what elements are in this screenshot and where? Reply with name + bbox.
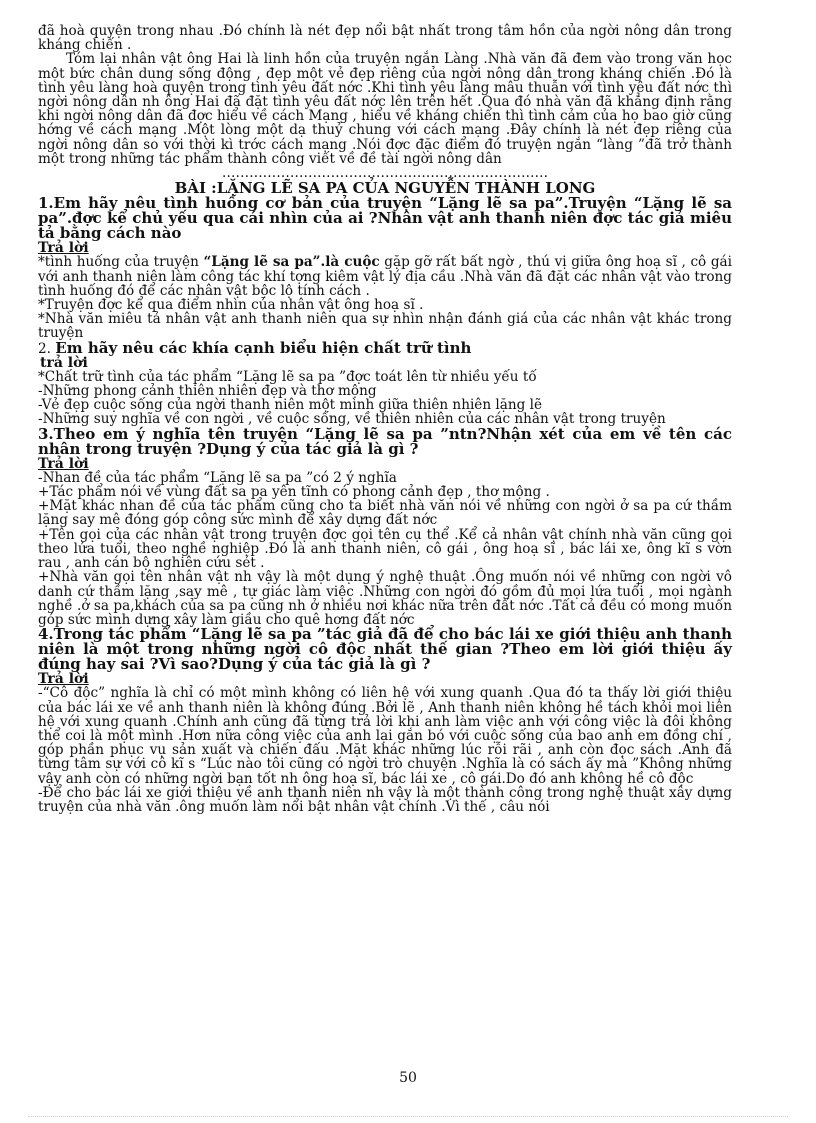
answer-3-paragraph-3: +Mặt khác nhan đề của tác phẩm cũng cho ta biết nhà văn nói về những con ngời ở sa pa cứ thầm lặng say mê đóng góp công sức mình để xây dựng đất nớc [38,498,732,529]
page-number: 50 [399,1070,417,1086]
question-3: 3.Theo em ý nghĩa tên truyện “Lặng lẽ sa pa ”ntn?Nhận xét của em về tên các nhân trong truyện ?Dụng ý của tác giả là gì ? [38,424,732,458]
answer-2-paragraph-3: -Vẻ đẹp cuộc sống của ngời thanh niên một mình giữa thiên nhiên lặng lẽ [38,397,543,414]
question-1: 1.Em hãy nêu tình huống cơ bản của truyện “Lặng lẽ sa pa”.Truyện “Lặng lẽ sa pa”.đợc kể chủ yếu qua cái nhìn của ai ?Nhân vật anh thanh niên đợc tác giả miêu tả bằng cách nào [38,194,732,243]
answer-2-paragraph-4: -Những suy nghĩa về con ngời , về cuộc sống, về thiên nhiên của các nhân vật trong truyện [38,411,666,428]
answer-2-paragraph-2: -Những phong cảnh thiên nhiên đẹp và thơ mộng [38,383,377,400]
answer-3-paragraph-2: +Tác phẩm nói về vùng đất sa pa yên tĩnh có phong cảnh đẹp , thơ mộng . [38,484,550,501]
answer-label-4: Trả lời [38,671,89,688]
answer-4-paragraph-2: -Để cho bác lái xe giới thiệu về anh thanh niên nh vậy là một thành công trong nghệ thuật xây dựng truyện của nhà văn .ông muốn làm nổi bật nhân vật chính .Vì thế , câu nói [38,784,732,815]
question-4: 4.Trong tác phẩm “Lặng lẽ sa pa ”tác giả đã để cho bác lái xe giới thiệu anh thanh niên là một trong những ngời cô độc nhất thế gian ?Theo em lời giới thiệu ấy đúng hay sai ?Vì sao?Dụng ý của tác giả là gì ? [38,625,732,674]
answer-3-paragraph-4: +Tên gọi của các nhân vật trong truyện đợc gọi tên cụ thể .Kể cả nhân vật chính nhà văn cũng gọi theo lứa tuổi, theo nghề nghiệp .Đó là anh thanh niên, cô gái , ông hoạ sĩ , bác lái xe, ông kĩ s vờn rau , anh cán bộ nghiên cứu sét . [38,526,732,572]
answer-2-paragraph-1: *Chất trữ tình của tác phẩm “Lặng lẽ sa pa ”đợc toát lên từ nhiều yếu tố [38,368,537,385]
answer-label-1: Trả lời [38,240,89,257]
answer-1-paragraph-1: *tình huống của truyện “Lặng lẽ sa pa”.là cuộc gặp gỡ rất bất ngờ , thú vị giữa ông hoạ sĩ , cô gái với anh thanh niên làm công tác khí tợng kiêm vật lý địa cầu .Nhà văn đã đặt các nhân vật vào trong tình huống đó để các nhân vật bộc lộ tính cách . [38,254,732,299]
answer-3-paragraph-1: -Nhan đề của tác phẩm “Lặng lẽ sa pa ”có 2 ý nghĩa [38,469,397,486]
question-2: 2. Em hãy nêu các khía cạnh biểu hiện chất trữ tình [38,338,472,357]
answer-label-2: trả lời [40,354,88,371]
story-title-bold: “Lặng lẽ sa pa”.là cuộc [203,254,380,271]
document-page [38,24,732,814]
paragraph-intro: đã hoà quyện trong nhau .Đó chính là nét đẹp nổi bật nhất trong tâm hồn của ngời nông dân trong kháng chiến . [38,23,732,54]
answer-3-paragraph-5: +Nhà văn gọi tên nhân vật nh vậy là một dụng ý nghệ thuật .Ông muốn nói về những con ngời vô danh cứ thầm lặng ,say mê , tự giác làm việc .Những con ngời đó gồm đủ mọi lứa tuổi , mọi ngành nghề .ở sa pa,khách của sa pa cũng nh ở nhiều nơi khác nữa trên đất nớc .Tất cả đều có mong muốn góp sức mình dựng xây làm giầu cho quê hơng đất nớc [38,569,732,628]
answer-1-paragraph-2: *Truyện đợc kể qua điểm nhìn của nhân vật ông hoạ sĩ . [38,297,424,314]
answer-1-paragraph-3: *Nhà văn miêu tả nhân vật anh thanh niên qua sự nhìn nhận đánh giá của các nhân vật khác trong truyện [38,311,732,342]
paragraph-summary: Tóm lại nhân vật ông Hai là linh hồn của truyện ngắn Làng .Nhà văn đã đem vào trong văn học một bức chân dung sống động , đẹp một vẻ đẹp riêng của ngời nông dân trong kháng chiến .Đó là tình yêu làng hoà quyện trong tình yêu đất nớc .Khi tình yêu làng mâu thuẫn với tình yêu đất nớc thì ngời nông dân nh ông Hai đã đặt tình yêu đất nớc lên trên hết .Qua đó nhà văn đã khẳng định rằng khi ngời nông dân đã đợc hiểu về cách Mạng , hiểu về kháng chiến thì tình cảm của họ bao giờ cũng hớng về cách mạng .Một lòng một dạ thuỷ chung với cách mạng .Đây chính là nét đẹp riêng của ngời nông dân so với thời kì trớc cách mạng .Nói đợc đặc điểm đó truyện ngắn “làng ”đã trở thành một trong những tác phẩm thành công viết về đề tài ngời nông dân [38,51,732,167]
lesson-title: BÀI :LẶNG LẼ SA PA CỦA NGUYỄN THÀNH LONG [174,179,596,198]
answer-4-paragraph-1: -“Cô độc” nghĩa là chỉ có một mình không có liên hệ với xung quanh .Qua đó ta thấy lời giới thiệu của bác lái xe về anh thanh niên là không đúng .Bởi lẽ , Anh thanh niên không hề tách khỏi mọi liên hệ với xung quanh .Chính anh cũng đã từng trả lời khi anh làm việc anh với công việc là đôi không thể coi là một mình .Hơn nữa công việc của anh lại gắn bó với cuộc sống của bao anh em đồng chí , góp phần phục vụ sản xuất và chiến đấu .Mặt khác những lúc rỗi rãi , anh còn đọc sách .Anh đã từng tâm sự với cô kĩ s “Lúc nào tôi cũng có ngời trò chuyện .Nghĩa là có sách ấy mà ”Không những vậy anh còn có những ngời bạn tốt nh ông hoạ sĩ, bác lái xe , cô gái.Do đó anh không hề cô độc [38,685,732,787]
bottom-dotted-rule [28,1116,788,1117]
answer-label-3: Trả lời [38,455,89,472]
dotted-separator: ……………………………………………………………… [221,165,549,182]
